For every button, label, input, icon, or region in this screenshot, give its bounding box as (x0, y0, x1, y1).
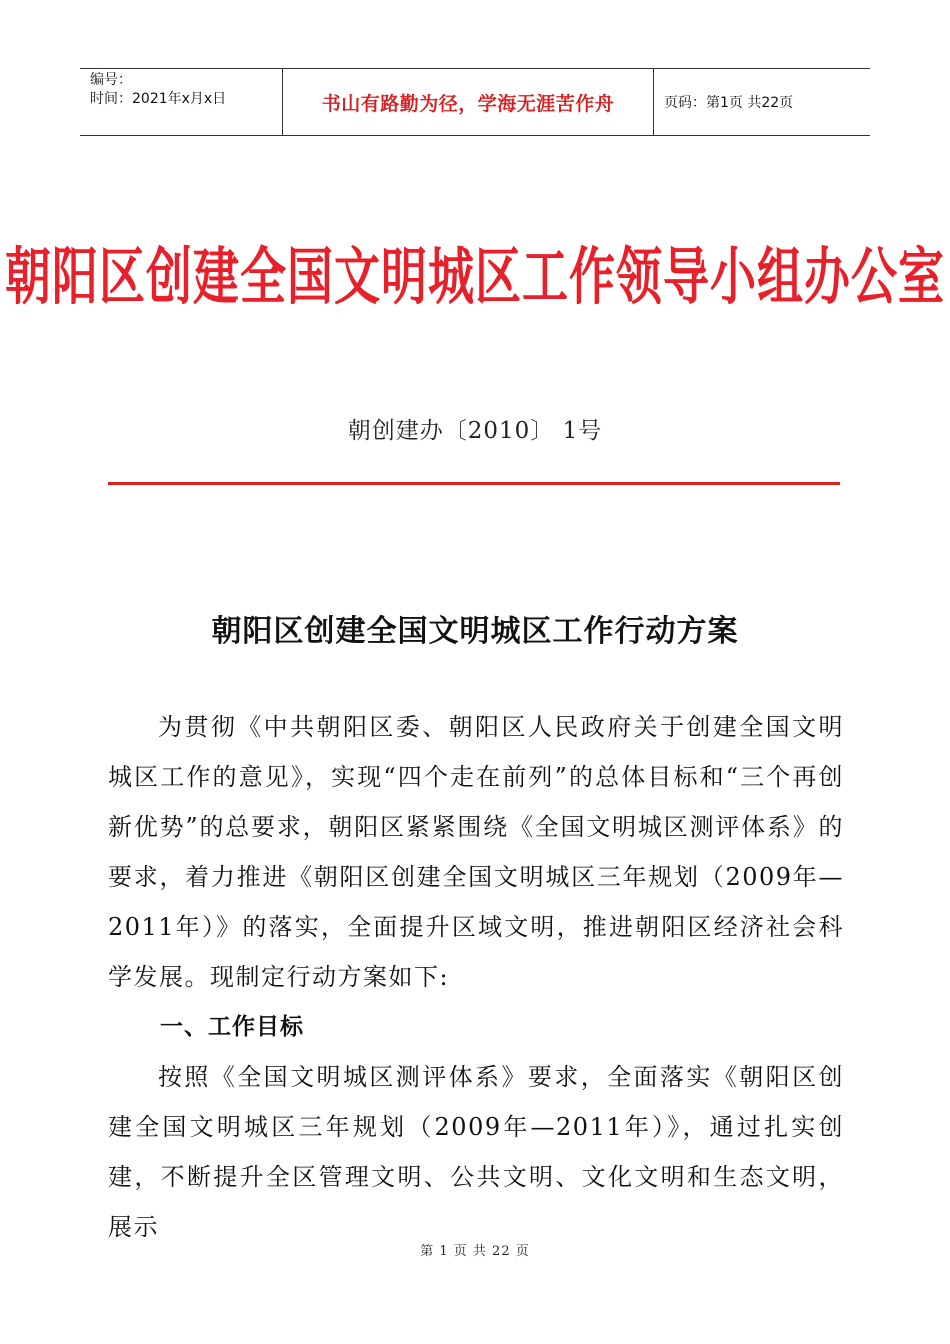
time-label: 时间：2021年x月x日 (90, 91, 227, 107)
section-paragraph: 按照《全国文明城区测评体系》要求，全面落实《朝阳区创建全国文明城区三年规划（2009年—2011年）》，通过扎实创建，不断提升全区管理文明、公共文明、文化文明和生态文明，展示 (108, 1063, 844, 1241)
intro-paragraph: 为贯彻《中共朝阳区委、朝阳区人民政府关于创建全国文明城区工作的意见》，实现“四个走在前列”的总体目标和“三个再创新优势”的总要求，朝阳区紧紧围绕《全国文明城区测评体系》的要求，着力推进《朝阳区创建全国文明城区三年规划（2009年—2011年）》的落实，全面提升区域文明，推进朝阳区经济社会科学发展。现制定行动方案如下: (108, 713, 844, 991)
document-title: 朝阳区创建全国文明城区工作行动方案 (211, 614, 739, 649)
page-footer: 第 1 页 共 22 页 (420, 1244, 530, 1259)
header-page-info: 页码：第1页 共22页 (664, 95, 794, 111)
document-number: 朝创建办〔2010〕 1号 (347, 418, 603, 444)
red-divider (108, 482, 840, 485)
organization-title: 朝阳区创建全国文明城区工作领导小组办公室 (5, 240, 945, 314)
section-heading: 一、工作目标 (160, 1014, 304, 1040)
serial-label: 编号： (90, 72, 132, 88)
header-meta (80, 69, 282, 135)
header-table (80, 68, 870, 136)
header-motto: 书山有路勤为径，学海无涯苦作舟 (282, 69, 654, 135)
